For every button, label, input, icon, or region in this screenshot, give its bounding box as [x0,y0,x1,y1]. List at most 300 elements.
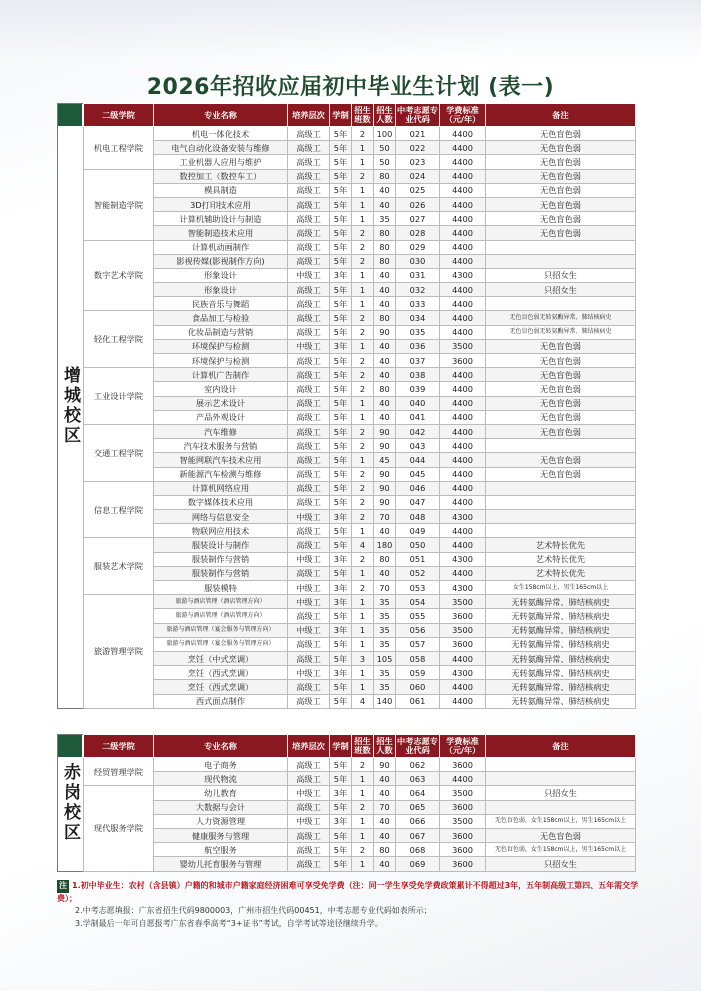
enrollment-count: 80 [374,169,396,183]
major-code: 065 [396,800,440,814]
study-length: 3年 [330,581,352,595]
study-length: 5年 [330,828,352,842]
remarks [486,524,636,538]
major-name: 数字媒体技术应用 [154,495,288,509]
enrollment-count: 90 [374,481,396,495]
major-code: 022 [396,141,440,155]
remarks [486,800,636,814]
major-code: 032 [396,283,440,297]
study-length: 5年 [330,453,352,467]
tuition-fee: 4300 [440,510,486,524]
table-row [84,814,636,828]
training-level: 中级工 [288,666,330,680]
major-name: 人力资源管理 [154,814,288,828]
note-line-2: 2.中考志愿填报：广东省招生代码9800003，广州市招生代码00451，中考志愿专业代码如表所示； [75,906,432,915]
major-name: 航空服务 [154,843,288,857]
training-level: 高级工 [288,637,330,651]
enrollment-count: 40 [374,396,396,410]
enrollment-count: 35 [374,623,396,637]
major-code: 031 [396,268,440,282]
study-length: 3年 [330,786,352,800]
major-code: 057 [396,637,440,651]
enrollment-table-chigang [83,734,636,872]
major-code: 052 [396,566,440,580]
class-count: 2 [352,226,374,240]
class-count: 2 [352,581,374,595]
study-length: 5年 [330,382,352,396]
major-name: 食品加工与检验 [154,311,288,325]
major-name: 形象设计 [154,283,288,297]
major-code: 069 [396,857,440,871]
campus-bar-decoration [58,104,82,126]
major-code: 041 [396,410,440,424]
major-code: 037 [396,354,440,368]
table-row [84,467,636,481]
remarks [486,240,636,254]
campus-name: 增城校区 [60,366,80,446]
table-row [84,637,636,651]
major-name: 计算机辅助设计与制造 [154,212,288,226]
table-row [84,495,636,509]
tuition-fee: 4400 [440,254,486,268]
major-name: 3D打印技术应用 [154,197,288,211]
study-length: 5年 [330,311,352,325]
major-name: 烹饪（西式烹调） [154,680,288,694]
major-name: 民族音乐与舞蹈 [154,297,288,311]
major-name: 烹饪（西式烹调） [154,666,288,680]
major-name: 电气自动化设备安装与维修 [154,141,288,155]
study-length: 5年 [330,410,352,424]
enrollment-count: 40 [374,368,396,382]
college-name: 旅游管理学院 [84,595,154,709]
table-row [84,424,636,438]
tuition-fee: 4400 [440,566,486,580]
enrollment-count: 35 [374,666,396,680]
major-code: 033 [396,297,440,311]
class-count: 2 [352,354,374,368]
class-count: 2 [352,169,374,183]
major-code: 042 [396,424,440,438]
table-row [84,772,636,786]
remarks: 只招女生 [486,268,636,282]
training-level: 中级工 [288,510,330,524]
college-name: 工业设计学院 [84,368,154,425]
remarks: 无色盲色弱 [486,197,636,211]
major-code: 061 [396,694,440,708]
study-length: 5年 [330,857,352,871]
remarks: 无色盲色弱 [486,453,636,467]
college-name: 信息工程学院 [84,481,154,538]
class-count: 4 [352,694,374,708]
tuition-fee: 4400 [440,141,486,155]
table-row [84,169,636,183]
remarks: 无转氨酶异常、肺结核病史 [486,637,636,651]
enrollment-count: 90 [374,758,396,772]
study-length: 3年 [330,595,352,609]
training-level: 中级工 [288,552,330,566]
enrollment-count: 35 [374,637,396,651]
class-count: 2 [352,325,374,339]
major-name: 电子商务 [154,758,288,772]
training-level: 高级工 [288,297,330,311]
table-row [84,800,636,814]
major-name: 汽车维修 [154,424,288,438]
major-code: 068 [396,843,440,857]
remarks: 无色盲色弱 [486,396,636,410]
major-code: 063 [396,772,440,786]
class-count: 2 [352,510,374,524]
training-level: 中级工 [288,595,330,609]
major-code: 064 [396,786,440,800]
table-row [84,694,636,708]
major-name: 模具制造 [154,183,288,197]
college-name: 现代服务学院 [84,786,154,871]
study-length: 5年 [330,325,352,339]
table-row [84,758,636,772]
study-length: 5年 [330,254,352,268]
major-code: 044 [396,453,440,467]
major-code: 028 [396,226,440,240]
table-row [84,538,636,552]
remarks: 无色盲色弱，女生158cm以上，男生165cm以上 [486,843,636,857]
major-name: 旅游与酒店管理（宴会服务与管理方向） [154,623,288,637]
tuition-fee: 4300 [440,268,486,282]
campus-label-chigang [57,734,83,872]
table-row [84,254,636,268]
tuition-fee: 3500 [440,595,486,609]
remarks: 无色盲色弱 [486,467,636,481]
table-row [84,226,636,240]
tuition-fee: 4400 [440,183,486,197]
table-row [84,382,636,396]
header-row [84,104,636,127]
major-name: 现代物流 [154,772,288,786]
enrollment-count: 50 [374,141,396,155]
study-length: 5年 [330,155,352,169]
class-count: 2 [352,127,374,141]
class-count: 2 [352,311,374,325]
class-count: 2 [352,495,374,509]
training-level: 高级工 [288,127,330,141]
class-count: 1 [352,595,374,609]
class-count: 1 [352,666,374,680]
remarks [486,481,636,495]
study-length: 5年 [330,226,352,240]
college-name: 交通工程学院 [84,424,154,481]
tuition-fee: 4400 [440,481,486,495]
enrollment-count: 90 [374,495,396,509]
table-row [84,297,636,311]
major-code: 055 [396,609,440,623]
enrollment-count: 105 [374,651,396,665]
table-row [84,680,636,694]
table-row [84,183,636,197]
column-header: 中考志愿专业代码 [396,104,440,127]
major-code: 039 [396,382,440,396]
training-level: 高级工 [288,843,330,857]
column-header: 学费标准（元/年） [440,735,486,758]
major-code: 054 [396,595,440,609]
tuition-fee: 4400 [440,297,486,311]
tuition-fee: 3600 [440,857,486,871]
table-row [84,396,636,410]
major-code: 034 [396,311,440,325]
study-length: 5年 [330,396,352,410]
remarks: 无色盲色弱 [486,424,636,438]
class-count: 1 [352,637,374,651]
table-row [84,453,636,467]
major-name: 西式面点制作 [154,694,288,708]
remarks: 无转氨酶异常、肺结核病史 [486,609,636,623]
remarks [486,510,636,524]
table-row [84,439,636,453]
major-code: 040 [396,396,440,410]
major-name: 健康服务与管理 [154,828,288,842]
tuition-fee: 4300 [440,552,486,566]
table-row [84,481,636,495]
study-length: 5年 [330,141,352,155]
study-length: 5年 [330,772,352,786]
major-code: 023 [396,155,440,169]
table-row [84,141,636,155]
class-count: 1 [352,786,374,800]
college-name: 轻化工程学院 [84,311,154,368]
note-line-3: 3.学制最后一年可自愿报考广东省春季高考“3+证书”考试，自学考试等途径继续升学。 [75,918,383,928]
class-count: 1 [352,197,374,211]
remarks: 艺术特长优先 [486,538,636,552]
major-name: 旅游与酒店管理（酒店管理方向） [154,609,288,623]
training-level: 高级工 [288,524,330,538]
class-count: 1 [352,772,374,786]
remarks [486,297,636,311]
table-row [84,857,636,871]
major-code: 066 [396,814,440,828]
enrollment-count: 40 [374,354,396,368]
enrollment-count: 90 [374,439,396,453]
enrollment-count: 80 [374,254,396,268]
enrollment-count: 70 [374,510,396,524]
table-row [84,283,636,297]
major-name: 汽车技术服务与营销 [154,439,288,453]
enrollment-count: 180 [374,538,396,552]
study-length: 5年 [330,495,352,509]
table-row [84,623,636,637]
class-count: 1 [352,410,374,424]
study-length: 5年 [330,169,352,183]
notes-section [57,880,647,930]
class-count: 3 [352,651,374,665]
major-code: 056 [396,623,440,637]
training-level: 高级工 [288,467,330,481]
major-code: 062 [396,758,440,772]
remarks: 只招女生 [486,857,636,871]
tuition-fee: 4400 [440,311,486,325]
enrollment-count: 90 [374,467,396,481]
column-header: 专业名称 [154,735,288,758]
training-level: 中级工 [288,339,330,353]
training-level: 高级工 [288,424,330,438]
major-name: 工业机器人应用与维护 [154,155,288,169]
tuition-fee: 4400 [440,439,486,453]
table-row [84,311,636,325]
tuition-fee: 4400 [440,283,486,297]
remarks: 无色盲色弱 [486,226,636,240]
column-header: 备注 [486,735,636,758]
remarks [486,772,636,786]
training-level: 高级工 [288,240,330,254]
remarks: 无色盲色弱无转氨酶异常、肺结核病史 [486,311,636,325]
major-code: 049 [396,524,440,538]
class-count: 1 [352,297,374,311]
remarks [486,495,636,509]
class-count: 2 [352,467,374,481]
class-count: 1 [352,623,374,637]
major-name: 展示艺术设计 [154,396,288,410]
column-header: 招生人数 [374,104,396,127]
class-count: 2 [352,382,374,396]
study-length: 5年 [330,538,352,552]
column-header: 二级学院 [84,104,154,127]
training-level: 中级工 [288,786,330,800]
training-level: 高级工 [288,410,330,424]
enrollment-count: 35 [374,595,396,609]
table-row [84,566,636,580]
major-code: 047 [396,495,440,509]
enrollment-count: 40 [374,566,396,580]
remarks: 无色盲色弱 [486,354,636,368]
college-name: 机电工程学院 [84,127,154,170]
major-name: 环境保护与检测 [154,339,288,353]
major-code: 036 [396,339,440,353]
major-name: 旅游与酒店管理（宴会服务与管理方向） [154,637,288,651]
enrollment-table-zengcheng [83,103,636,709]
remarks: 无转氨酶异常、肺结核病史 [486,623,636,637]
major-name: 大数据与会计 [154,800,288,814]
remarks: 无色盲色弱 [486,368,636,382]
tuition-fee: 4400 [440,410,486,424]
class-count: 1 [352,609,374,623]
enrollment-count: 100 [374,127,396,141]
table-row [84,552,636,566]
training-level: 高级工 [288,396,330,410]
column-header: 培养层次 [288,735,330,758]
major-code: 046 [396,481,440,495]
training-level: 高级工 [288,212,330,226]
major-name: 形象设计 [154,268,288,282]
training-level: 高级工 [288,800,330,814]
class-count: 4 [352,538,374,552]
enrollment-count: 40 [374,410,396,424]
major-name: 服装制作与营销 [154,566,288,580]
campus-name: 赤岗校区 [60,763,80,843]
tuition-fee: 4400 [440,538,486,552]
class-count: 2 [352,240,374,254]
enrollment-count: 80 [374,311,396,325]
class-count: 2 [352,439,374,453]
training-level: 高级工 [288,680,330,694]
class-count: 2 [352,843,374,857]
table-row [84,268,636,282]
major-name: 影视传媒(影视制作方向) [154,254,288,268]
major-name: 旅游与酒店管理（酒店管理方向） [154,595,288,609]
tuition-fee: 4400 [440,396,486,410]
enrollment-count: 90 [374,424,396,438]
class-count: 2 [352,368,374,382]
enrollment-count: 40 [374,183,396,197]
class-count: 2 [352,758,374,772]
enrollment-count: 35 [374,609,396,623]
tuition-fee: 4400 [440,127,486,141]
training-level: 高级工 [288,354,330,368]
tuition-fee: 4300 [440,666,486,680]
major-code: 053 [396,581,440,595]
class-count: 1 [352,566,374,580]
tuition-fee: 3600 [440,828,486,842]
training-level: 高级工 [288,368,330,382]
note-text-1: 1.初中毕业生：农村（含县镇）户籍的和城市户籍家庭经济困难可享受免学费（注：同一学生享受免学费政策累计不得超过3年，五年制高级工第四、五年需交学费）； [57,881,639,903]
tuition-fee: 4400 [440,169,486,183]
tuition-fee: 3500 [440,339,486,353]
tuition-fee: 4400 [440,495,486,509]
table-row [84,155,636,169]
class-count: 1 [352,814,374,828]
remarks: 无色盲色弱 [486,183,636,197]
class-count: 1 [352,212,374,226]
training-level: 高级工 [288,651,330,665]
table-row [84,651,636,665]
major-code: 027 [396,212,440,226]
enrollment-count: 140 [374,694,396,708]
training-level: 高级工 [288,311,330,325]
study-length: 5年 [330,481,352,495]
training-level: 高级工 [288,169,330,183]
study-length: 5年 [330,197,352,211]
major-name: 烹饪（中式烹调） [154,651,288,665]
training-level: 高级工 [288,155,330,169]
table-row [84,524,636,538]
major-name: 计算机动画制作 [154,240,288,254]
tuition-fee: 4400 [440,651,486,665]
class-count: 1 [352,155,374,169]
table-row [84,828,636,842]
training-level: 高级工 [288,694,330,708]
college-name: 经贸管理学院 [84,758,154,786]
table-row [84,786,636,800]
study-length: 5年 [330,127,352,141]
table-row [84,339,636,353]
column-header: 招生班数 [352,735,374,758]
training-level: 高级工 [288,495,330,509]
column-header: 招生班数 [352,104,374,127]
major-code: 050 [396,538,440,552]
remarks: 无色盲色弱 [486,382,636,396]
training-level: 高级工 [288,254,330,268]
training-level: 高级工 [288,226,330,240]
column-header: 学费标准（元/年） [440,104,486,127]
column-header: 专业名称 [154,104,288,127]
remarks: 无转氨酶异常、肺结核病史 [486,651,636,665]
table-row [84,197,636,211]
training-level: 高级工 [288,183,330,197]
training-level: 高级工 [288,857,330,871]
major-code: 043 [396,439,440,453]
enrollment-count: 35 [374,680,396,694]
background-decoration [0,0,701,60]
study-length: 5年 [330,240,352,254]
major-name: 服装模特 [154,581,288,595]
enrollment-count: 40 [374,857,396,871]
major-code: 045 [396,467,440,481]
